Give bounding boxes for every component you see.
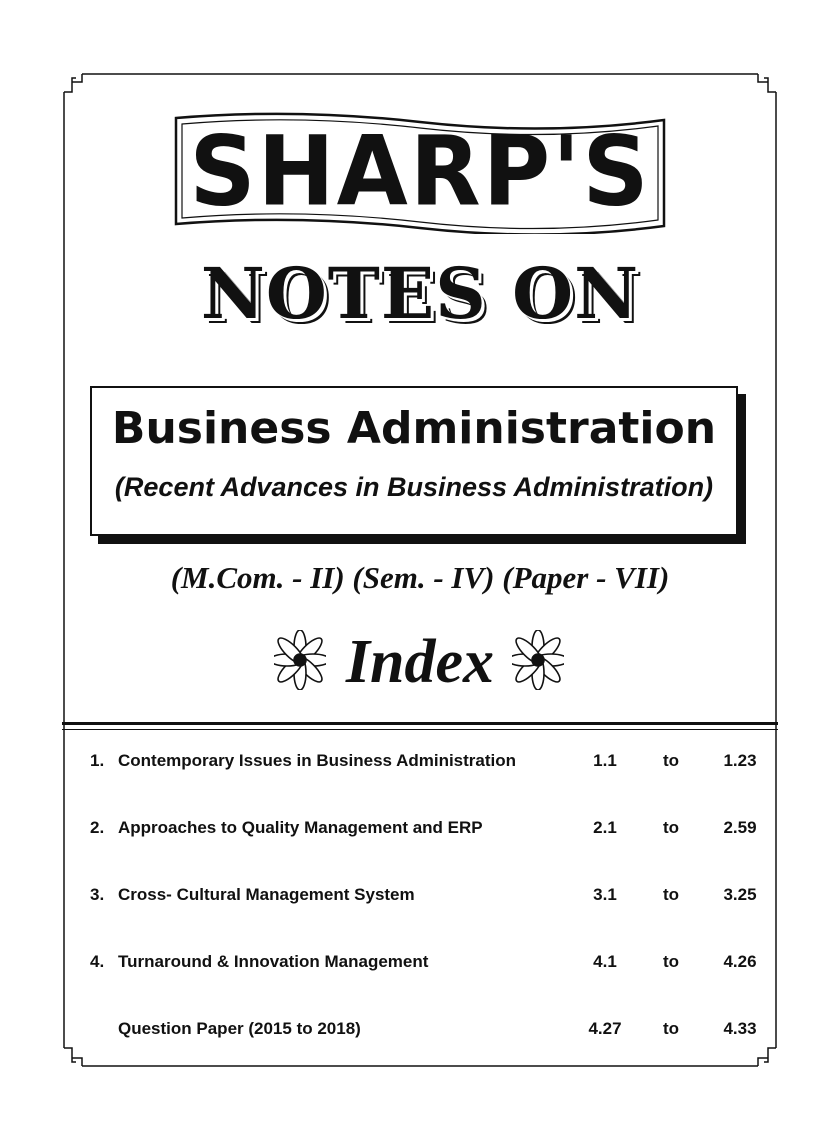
toc-title: Turnaround & Innovation Management <box>118 952 429 971</box>
toc-page-to: 1.23 <box>723 751 757 770</box>
subject-box <box>90 386 738 536</box>
toc-page-from: 4.1 <box>593 952 617 971</box>
toc-to-word: to <box>662 885 680 904</box>
index-title: Index <box>345 628 495 696</box>
toc-page-from: 1.1 <box>593 751 617 770</box>
toc-page-to: 4.26 <box>723 952 757 971</box>
subject-subtitle: (Recent Advances in Business Administration) <box>114 472 714 502</box>
toc-page-from: 2.1 <box>593 818 617 837</box>
toc-page-from: 4.27 <box>588 1019 622 1038</box>
toc-page-to: 2.59 <box>723 818 757 837</box>
toc-title: Question Paper (2015 to 2018) <box>118 1019 361 1038</box>
section-divider <box>62 722 778 725</box>
toc-row <box>0 746 840 776</box>
toc-row <box>0 1014 840 1044</box>
brand-title: SHARP'S <box>189 115 651 228</box>
toc-page-from: 3.1 <box>593 885 617 904</box>
toc-page-to: 3.25 <box>723 885 757 904</box>
index-heading-row <box>0 622 840 702</box>
toc-page-to: 4.33 <box>723 1019 757 1038</box>
toc-row <box>0 813 840 843</box>
notes-on-heading: NOTES ON <box>200 252 640 335</box>
subject-title: Business Administration <box>111 403 717 454</box>
course-info: (M.Com. - II) (Sem. - IV) (Paper - VII) <box>170 560 670 595</box>
toc-number: 2. <box>90 818 105 837</box>
section-divider-thin <box>62 729 778 730</box>
toc-to-word: to <box>662 952 680 971</box>
toc-number: 3. <box>90 885 105 904</box>
toc-title: Cross- Cultural Management System <box>118 885 415 904</box>
toc-title: Contemporary Issues in Business Administration <box>118 751 517 770</box>
toc-number: 4. <box>90 952 105 971</box>
toc-title: Approaches to Quality Management and ERP <box>118 818 483 837</box>
toc-row <box>0 880 840 910</box>
toc-to-word: to <box>662 818 680 837</box>
flower-ornament-icon <box>512 630 564 690</box>
toc-to-word: to <box>662 751 680 770</box>
toc-number: 1. <box>90 751 105 770</box>
toc-to-word: to <box>662 1019 680 1038</box>
toc-row <box>0 947 840 977</box>
